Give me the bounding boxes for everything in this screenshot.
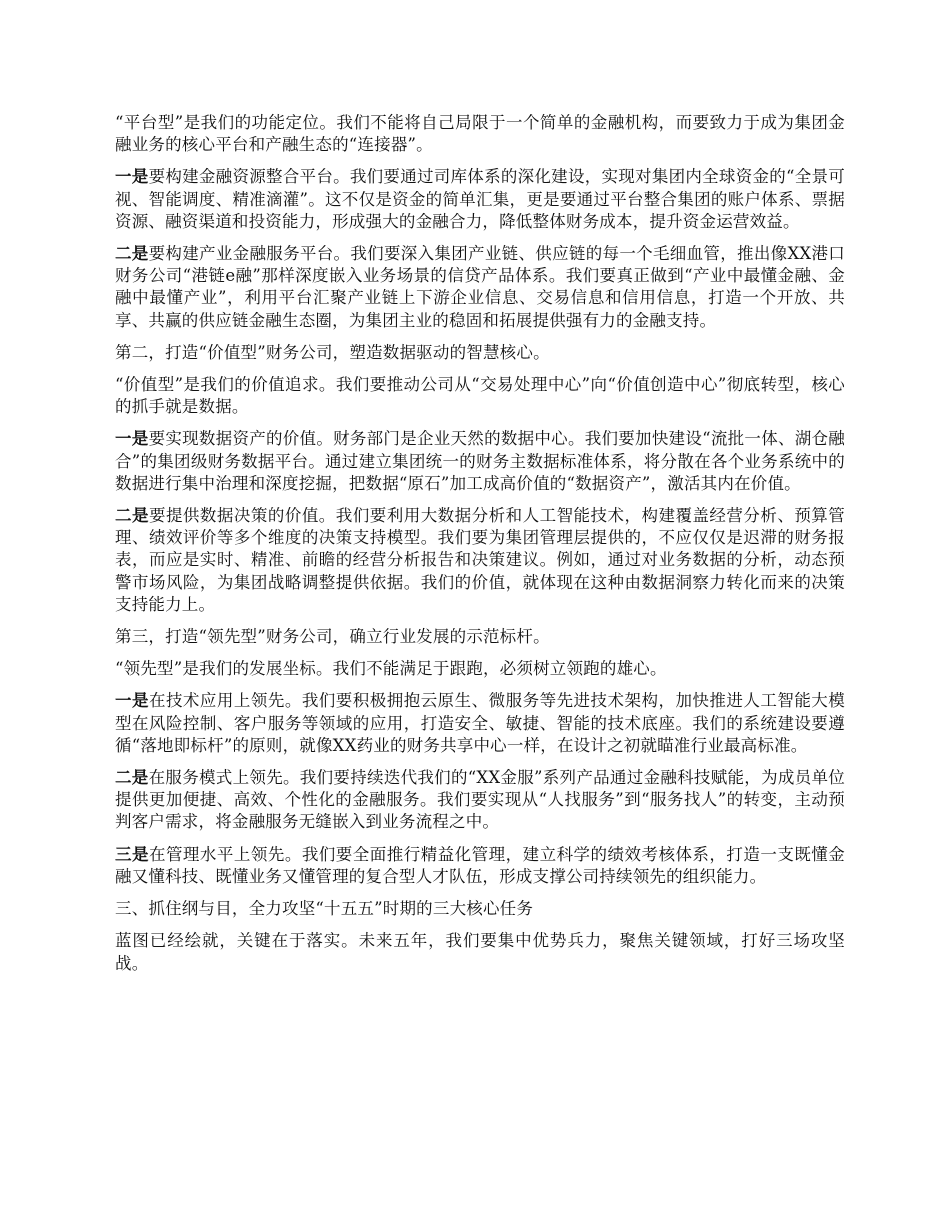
paragraph-text: 第三，打造“领先型”财务公司，确立行业发展的示范标杆。 [115,627,550,647]
paragraph-text: 在管理水平上领先。我们要全面推行精益化管理，建立科学的绩效考核体系，打造一支既懂金融又懂科技、既懂业务又懂管理的复合型人才队伍，形成支撑公司持续领先的组织能力。 [115,844,845,886]
paragraph-section-three-intro [115,930,845,974]
paragraph-text: 在服务模式上领先。我们要持续迭代我们的“XX金服”系列产品通过金融科技赋能，为成员单位提供更加便捷、高效、个性化的金融服务。我们要实现从“人找服务”到“服务找人”的转变，主动预判客户需求，将金融服务无缝嵌入到业务流程之中。 [115,768,846,832]
paragraph-text: 第二，打造“价值型”财务公司，塑造数据驱动的智慧核心。 [115,342,550,362]
paragraph-platform-point-2 [115,243,845,332]
section-heading-three [115,898,845,920]
paragraph-text: 蓝图已经绘就，关键在于落实。未来五年，我们要集中优势兵力，聚焦关键领域，打好三场攻坚战。 [115,931,845,973]
paragraph-lead: 三是 [115,844,149,864]
paragraph-value-point-2 [115,505,845,616]
paragraph-lead: 一是 [115,429,149,449]
paragraph-leading-intro [115,658,845,680]
paragraph-text: 三、抓住纲与目，全力攻坚“十五五”时期的三大核心任务 [115,899,534,919]
paragraph-text: 在技术应用上领先。我们要积极拥抱云原生、微服务等先进技术架构，加快推进人工智能大模型在风险控制、客户服务等领域的应用，打造安全、敏捷、智能的技术底座。我们的系统建设要遵循“落地即标杆”的原则，就像XX药业的财务共享中心一样，在设计之初就瞄准行业最高标准。 [115,691,845,755]
paragraph-leading-heading [115,626,845,648]
paragraph-leading-point-1 [115,690,845,757]
paragraph-value-heading [115,342,845,364]
paragraph-lead: 二是 [115,244,149,264]
paragraph-platform-point-1 [115,166,845,233]
paragraph-lead: 一是 [115,167,149,187]
paragraph-text: “平台型”是我们的功能定位。我们不能将自己局限于一个简单的金融机构，而要致力于成为集团金融业务的核心平台和产融生态的“连接器”。 [115,113,845,155]
paragraph-text: 要构建金融资源整合平台。我们要通过司库体系的深化建设，实现对集团内全球资金的“全景可视、智能调度、精准滴灌”。这不仅是资金的简单汇集，更是要通过平台整合集团的账户体系、票据资源、融资渠道和投资能力，形成强大的金融合力，降低整体财务成本，提升资金运营效益。 [115,167,845,231]
paragraph-text: 要实现数据资产的价值。财务部门是企业天然的数据中心。我们要加快建设“流批一体、湖仓融合”的集团级财务数据平台。通过建立集团统一的财务主数据标准体系，将分散在各个业务系统中的数据进行集中治理和深度挖掘，把数据“原石”加工成高价值的“数据资产”，激活其内在价值。 [115,429,845,493]
document-page [115,112,845,985]
paragraph-lead: 二是 [115,506,149,526]
paragraph-text: “领先型”是我们的发展坐标。我们不能满足于跟跑，必须树立领跑的雄心。 [115,659,667,679]
paragraph-value-point-1 [115,428,845,495]
paragraph-text: “价值型”是我们的价值追求。我们要推动公司从“交易处理中心”向“价值创造中心”彻底转型，核心的抓手就是数据。 [115,375,845,417]
paragraph-lead: 二是 [115,768,149,788]
paragraph-lead: 一是 [115,691,149,711]
paragraph-leading-point-2 [115,767,845,834]
paragraph-text: 要提供数据决策的价值。我们要利用大数据分析和人工智能技术，构建覆盖经营分析、预算管理、绩效评价等多个维度的决策支持模型。我们要为集团管理层提供的，不应仅仅是迟滞的财务报表，而应是实时、精准、前瞻的经营分析报告和决策建议。例如，通过对业务数据的分析，动态预警市场风险，为集团战略调整提供依据。我们的价值，就体现在这种由数据洞察力转化而来的决策支持能力上。 [115,506,845,614]
paragraph-platform-intro [115,112,845,156]
paragraph-value-intro [115,374,845,418]
paragraph-text: 要构建产业金融服务平台。我们要深入集团产业链、供应链的每一个毛细血管，推出像XX港口财务公司“港链e融”那样深度嵌入业务场景的信贷产品体系。我们要真正做到“产业中最懂金融、金融中最懂产业”，利用平台汇聚产业链上下游企业信息、交易信息和信用信息，打造一个开放、共享、共赢的供应链金融生态圈，为集团主业的稳固和拓展提供强有力的金融支持。 [115,244,845,330]
paragraph-leading-point-3 [115,844,845,888]
